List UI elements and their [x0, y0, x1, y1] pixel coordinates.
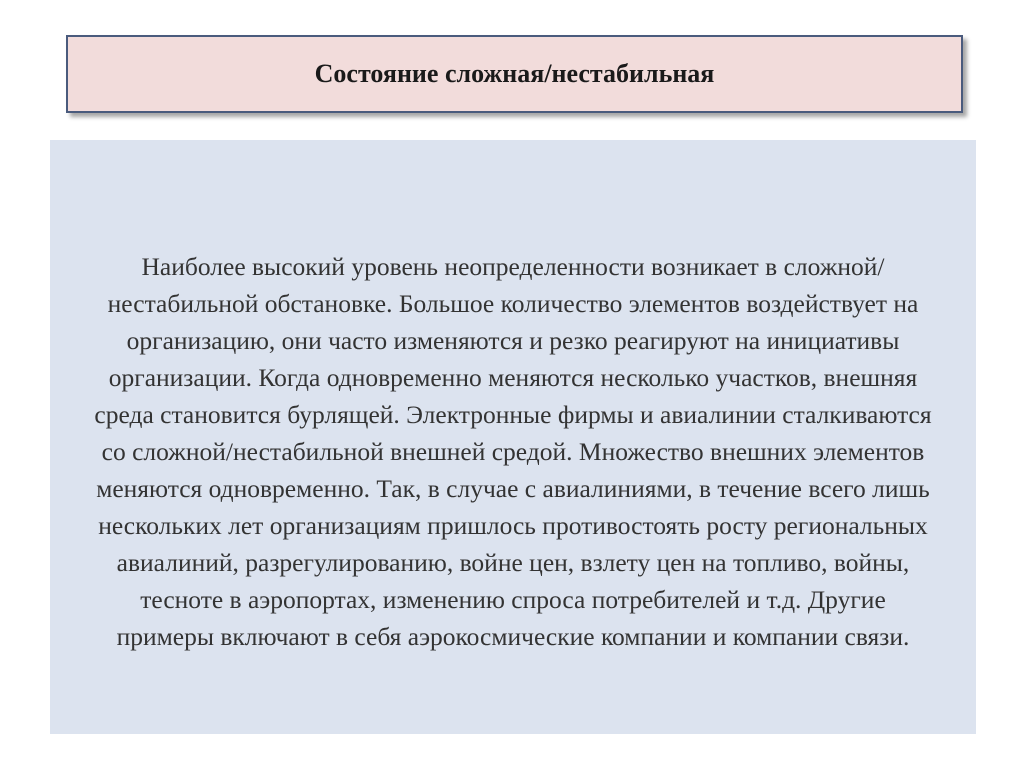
- slide-title: Состояние сложная/нестабильная: [314, 59, 715, 88]
- slide-title-box: [66, 35, 963, 113]
- slide-body-text: Наиболее высокий уровень неопределенности возникает в сложной/нестабильной обстановке. Большое количество элементов воздействует на организацию, они часто изменяются и резко реагируют на инициативы организации. Когда одновременно меняются несколько участков, внешняя среда становится бурлящей. Электронные фирмы и авиалинии сталкиваются со сложной/нестабильной внешней средой. Множество внешних элементов меняются одновременно. Так, в случае с авиалиниями, в течение всего лишь нескольких лет организациям пришлось противостоять росту региональных авиалиний, разрегулированию, войне цен, взлету цен на топливо, войны, тесноте в аэропортах, изменению спроса потребителей и т.д. Другие примеры включают в себя аэрокосмические компании и компании связи.: [94, 251, 932, 651]
- slide-body-box: [50, 140, 976, 734]
